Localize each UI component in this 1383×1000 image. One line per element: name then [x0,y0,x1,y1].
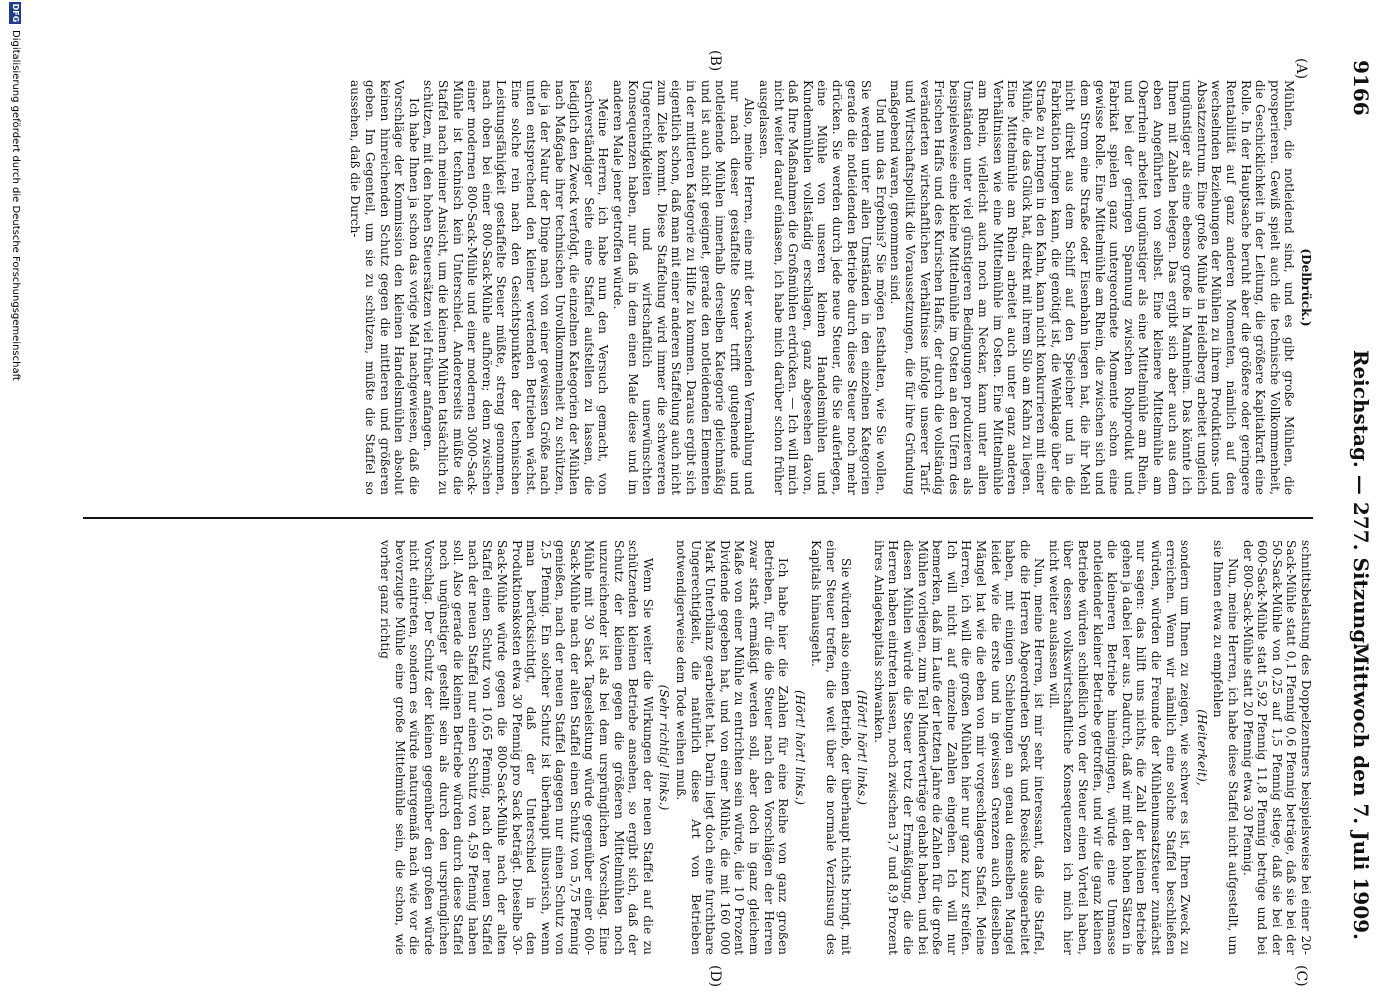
interjection: (Heiterkeit), [1194,709,1209,786]
interjection: (Sehr richtig! links.) [657,684,672,811]
margin-marker-a: (A) [1293,58,1309,80]
interjection: (Hört! hört! links.) [855,689,870,806]
margin-marker-c: (C) [1293,965,1309,987]
dfg-logo: DFG [11,3,20,23]
left-column [83,80,1313,495]
page-number: 9166 [1349,60,1373,116]
paragraph: Nun, meine Herren, ich habe diese Staffel nicht aufgestellt, um sie Ihnen etwa zu empfehlen [1211,540,1241,955]
paragraph: schnittsbelastung des Doppelzentners beispielsweise bei einer 20-Sack-Mühle statt 0,1 Pfennig 0,6 Pfennig beträge, daß sie bei der 50-Sack-Mühle von 0,25 auf 1,5 Pfennig stiege, daß sie bei der 600-Sack-Mühle statt 5,92 Pfennig 11,8 Pfennig betrüge und bei der 800-Sack-Mühle statt 20 Pfennig etwa 30 Pfennig. [1240,540,1313,955]
paragraph: sondern um Ihnen zu zeigen, wie schwer es ist, Ihren Zweck zu erreichen. Wenn wir nämlich eine solche Staffel beschließen würden, würden die Freunde der Mühlenumsatzsteuer zunächst nur sagen: das hilft uns nichts, die Zahl der kleinen Betriebe gehen ja dabei leer aus. Dadurch, daß wir mit den hohen Sätzen in die kleineren Betriebe hineingingen, würde eine Unmasse notleidender kleiner Betriebe getroffen, und wir die ganz kleinen Betriebe würden schließlich von der Steuer einen Vorteil haben, über dessen volkswirtschaftliche Konsequenzen ich mich hier nicht weiter auslassen will. [1046,540,1193,955]
session-title: Reichstag. — 277. Sitzung. [1349,349,1373,651]
paragraph: Meine Herren, ich habe nun den Versuch gemacht, von sachverständiger Seite eine Staffel aufstellen zu lassen, die lediglich den Zweck verfolgt, die einzelnen Kategorien der Mühlen nach Maßgabe ihrer technischen Unvollkommenheit zu schützen, die ja der Natur der Dinge nach von einer gewissen Größe nach unten entsprechend den kleiner werdenden Betrieben wächst. Eine solche rein nach den Gesichtspunkten der technischen Leistungsfähigkeit gestaffelte Steuer müßte, streng genommen, nach oben bei einer 800-Sack-Mühle aufhören; denn zwischen einer modernen 800-Sack-Mühle und einer modernen 3000-Sack-Mühle ist technisch kein Unterschied. Andererseits müßte die Staffel nach meiner Ansicht, um die kleinen Mühlen tatsächlich zu schützen, mit den hohen Steuersätzen viel früher anfangen. [421,80,611,495]
speaker-label: (Delbrück.) [1299,248,1313,327]
paragraph: Nun, meine Herren, ist mir sehr interessant, daß die Staffel, die die Herren Abgeordneten Speck und Roesicke ausgearbeitet haben, mit einigen Schiebungen an genau demselben Mangel leidet wie die erste und in gewissen Grenzen auch dieselben Mängel hat wie die eben von mir vorgeschlagene Staffel. Meine Herren, ich will die großen Mühlen hier nur ganz kurz streifen. Ich will nicht auf einzelne Zahlen eingehen. Ich will nur bemerken, daß im Laufe der letzten Jahre die Zahlen für die große Mühlen vorliegen, zum Teil Minderverträge gehabt haben, und bei diesen Mühlen würde die Steuer trotz der Ermäßigung, die die Herren haben eintreten lassen, noch zwischen 3,7 und 8,9 Prozent ihres Anlagekapitals schwanken. [871,540,1047,955]
paragraph: Ich habe Ihnen ja schon das vorige Mal nachgewiesen, daß die Vorschläge der Kommission den kleinen Handelsmühlen absolut keinen hinreichenden Schutz gegen die mittleren und größeren geben. Im Gegenteil, um sie zu schützen, müßte die Staffel so aussehen, daß die Durch- [348,80,421,495]
session-date: Mittwoch den 7. Juli 1909. [1349,642,1373,940]
page-header [1343,60,1373,940]
paragraph: Ich habe hier die Zahlen für eine Reihe von ganz großen Betrieben, für die die Steuer nach den Vorschlägen der Herren zwar stark ermäßigt werden soll, aber doch in ganz gleichem Maße von einer Mühle zu entrichten sein würde, die 10 Prozent Dividende gegeben hat, und von einer Mühle, die mit 160 000 Mark Unterbilanz gearbeitet hat. Darin liegt doch eine furchtbare Ungerechtigkeit, die natürlich diese Art von Betrieben notwendigerweise dem Tode weihen muß. [674,540,791,955]
right-column [83,540,1313,955]
margin-marker-b: (B) [707,50,723,72]
interjection: (Hört! hört! links.) [792,689,807,806]
paragraph: Mühlen, die notleidend sind, und es gibt große Mühlen, die prosperieren. Gewiß spielt auch die technische Vollkommenheit, die Geschicklichkeit in der Leitung, die größere Kapitalkraft eine Rolle. In der Hauptsache beruht aber die größere oder geringere Rentabilität auf ganz anderen Momenten, nämlich auf den wechselnden Beziehungen der Mühlen zu ihrem Produktions- und Absatzzentrum. Eine große Mühle in Heidelberg arbeitet ungleich ungünstiger als eine ebenso große in Mannheim. Das könnte ich Ihnen mit Zahlen belegen. Das ergibt sich aber auch aus dem eben Angeführten von selbst. Eine kleinere Mittelmühle am Oberrhein arbeitet ungünstiger als eine Mittelmühle am Rhein, und bei der geringen Spannung zwischen Rohprodukt und Fabrikat spielen ganz untergeordnete Momente schon eine gewisse Rolle. Eine Mittelmühle am Rhein, die zwischen sich und dem Strom eine Straße oder Eisenbahn liegen hat, die ihr Mehl nicht direkt aus dem Schiff auf den Speicher und in die Fabrikation bringen kann, die genötigt ist, die Wehklage über die Straße zu bringen in den Kahn, kann nicht konkurrieren mit einer Mühle, die das Glück hat, direkt mit ihrem Silo am Kahn zu liegen. Eine Mittelmühle am Rhein arbeitet auch unter ganz anderen Verhältnissen wie eine Mittelmühle im Osten. Eine Mittelmühle am Rhein, vielleicht auch noch am Neckar, kann unter allen Umständen unter viel günstigeren Bedingungen produzieren als beispielsweise eine kleine Mittelmühle im Osten an den Ufern des Frischen Haffs und des Kurischen Haffs, der durch die vollständig veränderten wirtschaftlichen Verhältnisse infolge unserer Tarif- und Wirtschaftspolitik die Voraussetzungen, die für ihre Gründung maßgebend waren, genommen sind. [888,80,1297,495]
paragraph: Also, meine Herren, eine mit der wachsenden Vermahlung und nur nach dieser gestaffelte Steuer trifft gutgehende und notleidende Mühlen innerhalb derselben Kategorie gleichmäßig und ist auch nicht geeignet, gerade den notleidenden Elementen in der mittleren Kategorie zu Hilfe zu kommen. Daraus ergibt sich eigentlich schon, daß man mit einer anderen Staffelung auch nicht zum Ziele kommt. Diese Staffelung wird immer die schwereren Ungerechtigkeiten und wirtschaftlich unerwünschten Konsequenzen haben, nur daß in dem einen Male diese und im anderen Male jener getroffen würde. [611,80,757,495]
margin-marker-d: (D) [707,965,723,988]
digitization-credit: Digitalisierung gefördert durch die Deutsche Forschungsgemeinschaft [10,30,21,381]
paragraph: Und nun das Ergebnis? Sie mögen festhalten, wie Sie wollen, Sie werden unter allen Umständen in den einzelnen Kategorien gerade die notleidenden Betriebe durch diese Steuer noch mehr drücken. Sie werden durch jede neue Steuer, die Sie auferlegen, eine Mühle von unseren kleinen Handelsmühlen und Kundenmühlen vollständig erschlagen, ganz abgesehen davon, daß Ihre Maßnahmen die Großmühlen erdrücken. — Ich will mich nicht weiter darauf einlassen, ich habe mich darüber schon früher ausgelassen. [757,80,888,495]
digitization-footer [5,0,23,1000]
paragraph: Wenn Sie weiter die Wirkungen der neuen Staffel auf die zu schützenden kleinen Betriebe ansehen, so ergibt sich, daß der Schutz der kleinen gegen die größeren Mittelmühlen noch unzureichender ist als bei dem ursprünglichen Vorschlag. Eine Mühle mit 30 Sack Tagesleistung würde gegenüber einer 600-Sack-Mühle nach der alten Staffel einen Schutz von 5,75 Pfennig genießen, nach der neuen Staffel dagegen nur einen Schutz von 2,5 Pfennig. Ein solcher Schutz ist überhaupt illusorisch, wenn man berücksichtigt, daß der Unterschied in den Produktionskosten etwa 30 Pfennig pro Sack beträgt. Dieselbe 30-Sack-Mühle würde gegen die 800-Sack-Mühle nach der alten Staffel einen Schutz von 10,65 Pfennig, nach der neuen Staffel nach der neuen Staffel nur einen Schutz von 4,59 Pfennig haben soll. Also gerade die kleinen Betriebe würden durch diese Staffel noch ungünstiger gestellt sein als durch den ursprünglichen Vorschlag. Der Schutz der kleinen gegenüber den großen würde nicht eintreten, sondern es würde naturgemäß nach wie vor die bevorzugte Mühle eine große Mittelmühle sein, die schon, wie vorher ganz richtig [378,540,655,955]
column-divider [83,517,1313,519]
paragraph: Sie würden also einen Betrieb, der überhaupt nichts bringt, mit einer Steuer treffen, die weit über die normale Verzinsung des Kapitals hinausgeht. [809,540,853,955]
